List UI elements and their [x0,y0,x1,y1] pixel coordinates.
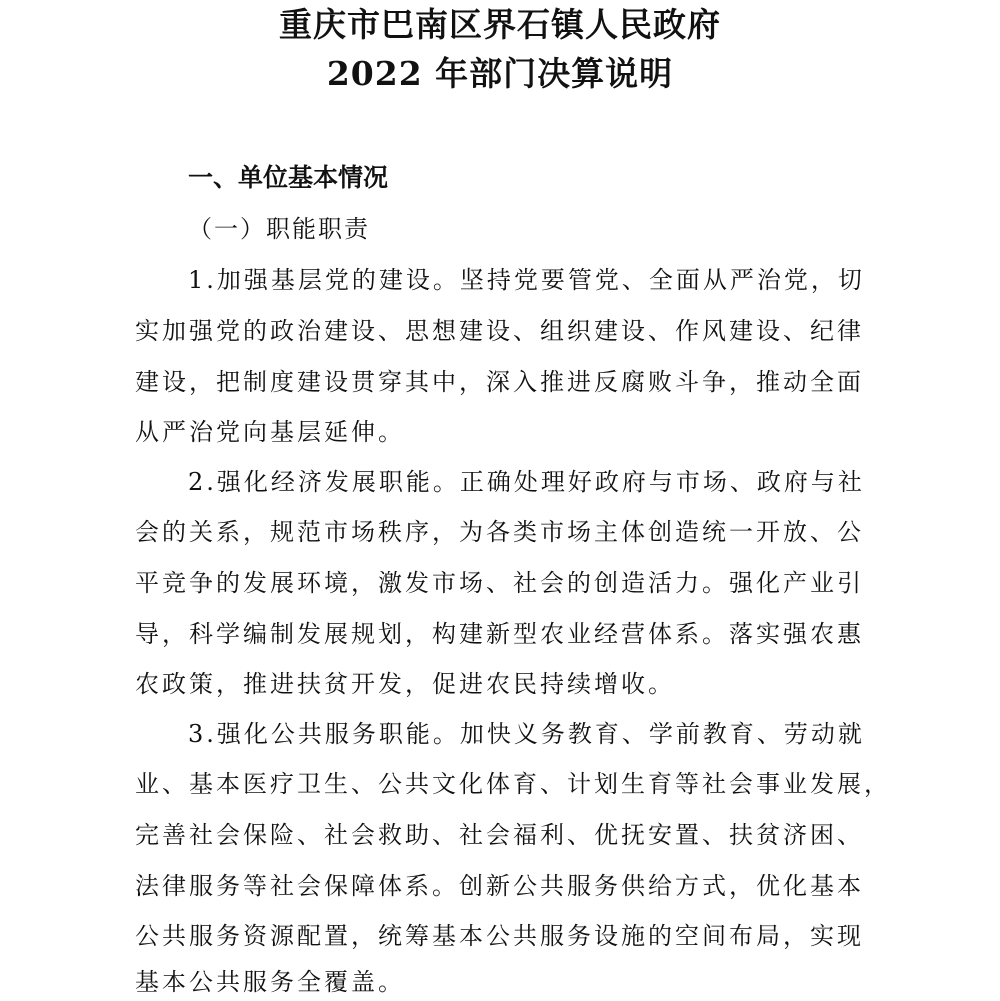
document-title-line1: 重庆市巴南区界石镇人民政府 [279,5,721,44]
section-heading: 一、单位基本情况 [188,163,389,192]
paragraph-2-line-1: 2.强化经济发展职能。正确处理好政府与市场、政府与社 [188,468,865,496]
paragraph-3-line-6: 基本公共服务全覆盖。 [135,968,405,996]
paragraph-3-line-1: 3.强化公共服务职能。加快义务教育、学前教育、劳动就 [188,720,865,748]
paragraph-3-line-3: 完善社会保险、社会救助、社会福利、优抚安置、扶贫济困、 [135,821,864,849]
paragraph-2-line-3: 平竞争的发展环境，激发市场、社会的创造活力。强化产业引 [135,569,864,597]
paragraph-2-line-5: 农政策，推进扶贫开发，促进农民持续增收。 [135,670,675,698]
paragraph-3-line-4: 法律服务等社会保障体系。创新公共服务供给方式，优化基本 [135,872,864,900]
paragraph-2-line-2: 会的关系，规范市场秩序，为各类市场主体创造统一开放、公 [135,518,864,546]
paragraph-1-line-4: 从严治党向基层延伸。 [135,418,405,446]
paragraph-3-line-2: 业、基本医疗卫生、公共文化体育、计划生育等社会事业发展， [135,770,891,798]
paragraph-1-line-2: 实加强党的政治建设、思想建设、组织建设、作风建设、纪律 [135,317,864,345]
paragraph-1-line-3: 建设，把制度建设贯穿其中，深入推进反腐败斗争，推动全面 [135,368,864,396]
paragraph-1-line-1: 1.加强基层党的建设。坚持党要管党、全面从严治党，切 [188,266,865,294]
subsection-heading: （一）职能职责 [188,215,370,243]
document-title-line2: 2022 年部门决算说明 [326,54,674,93]
paragraph-2-line-4: 导，科学编制发展规划，构建新型农业经营体系。落实强农惠 [135,620,864,648]
paragraph-3-line-5: 公共服务资源配置，统筹基本公共服务设施的空间布局，实现 [135,922,864,950]
